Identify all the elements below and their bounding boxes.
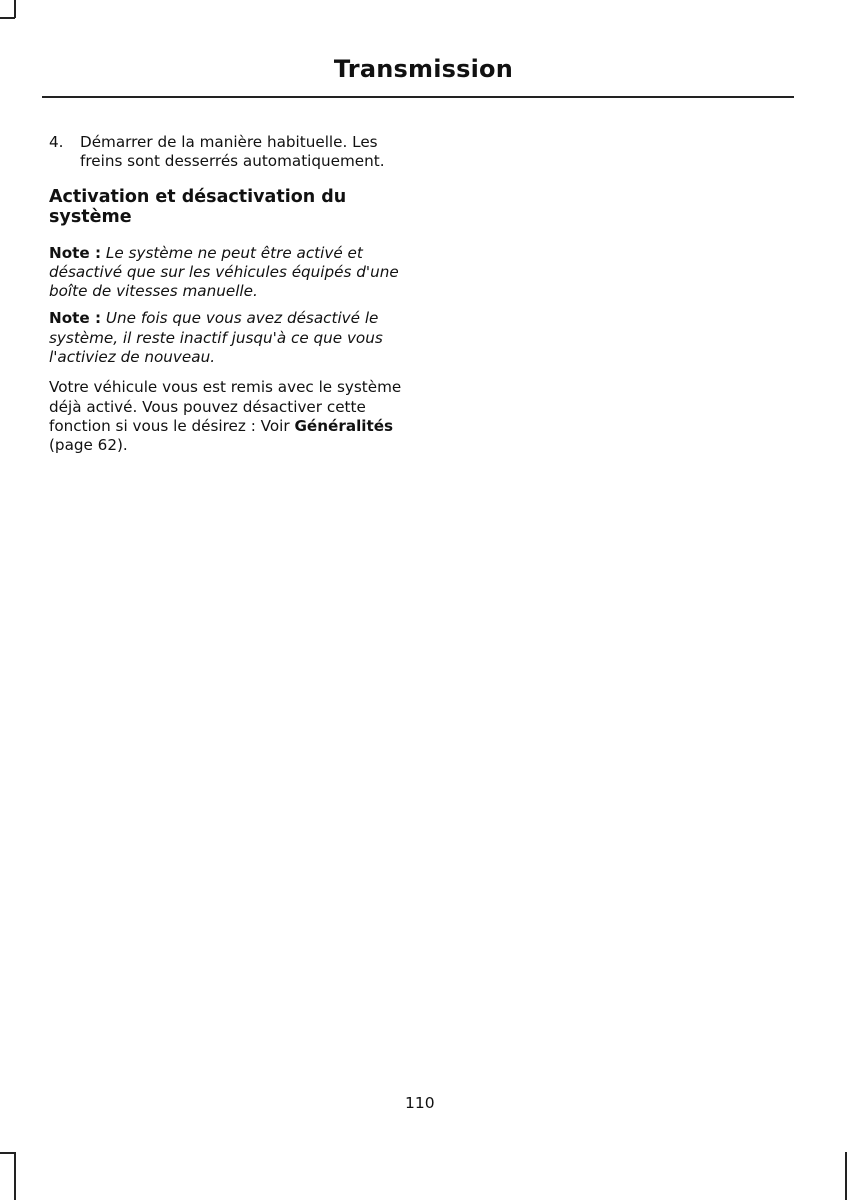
text-column [49,133,403,456]
list-item [49,133,403,172]
note [49,244,403,302]
cross-reference-link[interactable]: Généralités [294,416,394,435]
crop-mark-bottom-left-horizontal [0,1152,15,1154]
header-divider [42,96,794,98]
note-text: Une fois que vous avez désactivé le système, il reste inactif jusqu'à ce que vous l'activiez de nouveau. [49,309,383,367]
crop-mark-top-left-horizontal [0,17,15,19]
note [49,309,403,367]
step-text: Démarrer de la manière habituelle. Les freins sont desserrés automatiquement. [80,133,385,171]
body-paragraph [49,378,403,455]
paragraph-text: Votre véhicule vous est remis avec le système déjà activé. Vous pouvez désactiver cette fonction si vous le désirez : Voir [49,378,402,435]
page-reference: (page 62). [49,436,128,455]
step-number: 4. [49,133,64,151]
section-heading: Activation et désactivation du système [49,186,347,227]
page-number: 110 [405,1094,435,1112]
crop-mark-bottom-right-vertical [845,1152,847,1200]
crop-mark-top-left-vertical [14,0,16,18]
note-label: Note : [49,243,102,262]
crop-mark-bottom-left-vertical [14,1152,16,1200]
note-text: Le système ne peut être activé et désactivé que sur les véhicules équipés d'une boîte de vitesses manuelle. [49,243,399,301]
page-title: Transmission [333,55,513,83]
note-label: Note : [49,309,102,328]
